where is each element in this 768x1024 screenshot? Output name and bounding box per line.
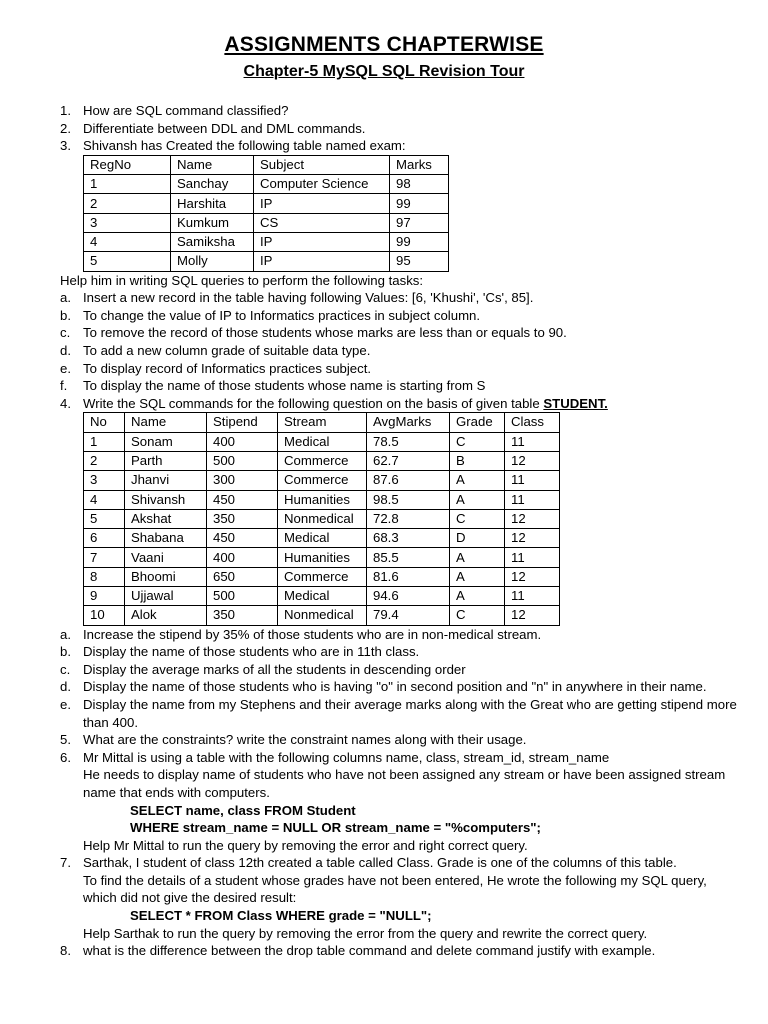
table-cell: C [450, 606, 505, 625]
task-text: Display the name of those students who are in 11th class. [83, 644, 420, 660]
table-cell: 9 [84, 586, 125, 605]
table-cell: 99 [390, 232, 449, 251]
page-title: ASSIGNMENTS CHAPTERWISE [224, 33, 544, 56]
task-text: To remove the record of those students whose marks are less than or equals to 90. [83, 325, 567, 341]
column-header: Name [125, 413, 207, 432]
table-cell: Molly [171, 252, 254, 271]
question-text: How are SQL command classified? [83, 103, 289, 118]
task-item [60, 696, 740, 731]
column-header: Stream [278, 413, 367, 432]
sql-code-line: SELECT name, class FROM Student [130, 802, 356, 818]
task-label: a. [60, 290, 71, 306]
task-item [60, 643, 740, 661]
table-row [84, 471, 560, 490]
question-text: Mr Mittal is using a table with the following columns name, class, stream_id, stream_name [83, 749, 610, 765]
task-item [60, 626, 740, 644]
table-cell: Samiksha [171, 232, 254, 251]
task-label: f. [60, 378, 68, 394]
table-cell: Akshat [125, 509, 207, 528]
table-row [84, 586, 560, 605]
table-cell: A [450, 490, 505, 509]
student-table [83, 412, 560, 625]
table-row [84, 548, 560, 567]
table-cell: 12 [505, 451, 560, 470]
question-text: what is the difference between the drop table command and delete command justify with example. [83, 943, 656, 959]
table-cell: Shivansh [125, 490, 207, 509]
task-label: c. [60, 661, 71, 677]
table-cell: 68.3 [367, 529, 450, 548]
table-row [84, 509, 560, 528]
table-cell: 94.6 [367, 586, 450, 605]
table-cell: 5 [84, 509, 125, 528]
table-cell: 97 [390, 213, 449, 232]
table-cell: Harshita [171, 194, 254, 213]
table-cell: Computer Science [254, 175, 390, 194]
table-cell: 450 [207, 529, 278, 548]
task-item [60, 360, 740, 378]
table-cell: 98 [390, 175, 449, 194]
table-cell: 95 [390, 252, 449, 271]
table-cell: 12 [505, 529, 560, 548]
table-row [84, 606, 560, 625]
column-header: Subject [254, 155, 390, 174]
table-row [84, 194, 449, 213]
question-text: Shivansh has Created the following table named exam: [83, 138, 406, 154]
table-cell: 450 [207, 490, 278, 509]
table-header-row [84, 413, 560, 432]
table-row [84, 432, 560, 451]
table-cell: A [450, 548, 505, 567]
task-text: To add a new column grade of suitable data type. [83, 342, 371, 358]
table-cell: Medical [278, 529, 367, 548]
table-cell: Sanchay [171, 175, 254, 194]
table-cell: 11 [505, 432, 560, 451]
table-cell: 3 [84, 471, 125, 490]
table-cell: 5 [84, 252, 171, 271]
table-row [84, 529, 560, 548]
question-2 [60, 120, 740, 138]
column-header: Marks [390, 155, 449, 174]
question-text: Sarthak, I student of class 12th created a table called Class. Grade is one of the columns of this table. [83, 855, 677, 871]
table-cell: CS [254, 213, 390, 232]
table-cell: 11 [505, 586, 560, 605]
question-3 [60, 137, 740, 155]
table-header-row [84, 155, 449, 174]
task-text: Display the average marks of all the students in descending order [83, 661, 466, 677]
column-header: AvgMarks [367, 413, 450, 432]
table-row [84, 490, 560, 509]
table-cell: 350 [207, 509, 278, 528]
task-text: To change the value of IP to Informatics practices in subject column. [83, 307, 481, 323]
table-cell: Parth [125, 451, 207, 470]
table-cell: 11 [505, 548, 560, 567]
task-item [60, 342, 740, 360]
task-item [60, 307, 740, 325]
table-cell: Humanities [278, 490, 367, 509]
table-cell: 6 [84, 529, 125, 548]
question-8 [60, 942, 740, 960]
table-cell: Sonam [125, 432, 207, 451]
table-cell: 62.7 [367, 451, 450, 470]
table-cell: 500 [207, 586, 278, 605]
task-label: e. [60, 696, 71, 712]
column-header: Stipend [207, 413, 278, 432]
table-cell: 12 [505, 567, 560, 586]
question-detail: He needs to display name of students who have not been assigned any stream or have been assigned stream name that ends with computers. [83, 767, 726, 800]
task-text: Increase the stipend by 35% of those students who are in non-medical stream. [83, 626, 542, 642]
table-cell: 650 [207, 567, 278, 586]
chapter-subtitle: Chapter-5 MySQL SQL Revision Tour [243, 63, 525, 80]
table-cell: 8 [84, 567, 125, 586]
question-text [83, 395, 740, 413]
help-text: Help Mr Mittal to run the query by removing the error and right correct query. [83, 837, 528, 853]
table-cell: 12 [505, 509, 560, 528]
table-cell: Medical [278, 586, 367, 605]
table-row [84, 451, 560, 470]
question-text: Differentiate between DDL and DML commands. [83, 120, 366, 136]
table-cell: A [450, 567, 505, 586]
table-cell: 3 [84, 213, 171, 232]
table-cell: 7 [84, 548, 125, 567]
table-name-label: STUDENT. [543, 395, 608, 411]
column-header: Grade [450, 413, 505, 432]
task-label: a. [60, 626, 71, 642]
table-cell: Medical [278, 432, 367, 451]
table-cell: Vaani [125, 548, 207, 567]
table-cell: 79.4 [367, 606, 450, 625]
question-number: 5. [60, 732, 71, 748]
table-cell: 81.6 [367, 567, 450, 586]
table-cell: 78.5 [367, 432, 450, 451]
task-item [60, 289, 740, 307]
table-cell: Commerce [278, 471, 367, 490]
task-label: b. [60, 644, 71, 660]
task-text: Display the name of those students who is having "o" in second position and "n" in anywhere in their name. [83, 679, 707, 695]
table-cell: 10 [84, 606, 125, 625]
question-7 [60, 854, 740, 872]
table-cell: Alok [125, 606, 207, 625]
question-text: What are the constraints? write the constraint names along with their usage. [83, 732, 527, 748]
table-cell: C [450, 509, 505, 528]
table-cell: 11 [505, 490, 560, 509]
table-cell: 87.6 [367, 471, 450, 490]
question-number: 4. [60, 395, 71, 411]
table-cell: 400 [207, 432, 278, 451]
table-cell: Ujjawal [125, 586, 207, 605]
table-cell: B [450, 451, 505, 470]
table-cell: A [450, 586, 505, 605]
task-item [60, 678, 740, 696]
task-text: To display record of Informatics practices subject. [83, 360, 372, 376]
table-cell: 2 [84, 451, 125, 470]
table-cell: D [450, 529, 505, 548]
task-item [60, 377, 740, 395]
question-number: 1. [60, 103, 71, 118]
table-cell: 2 [84, 194, 171, 213]
table-cell: 99 [390, 194, 449, 213]
question-number: 2. [60, 120, 71, 136]
task-item [60, 661, 740, 679]
task-label: d. [60, 342, 71, 358]
task-text: To display the name of those students whose name is starting from S [83, 378, 486, 394]
table-cell: 350 [207, 606, 278, 625]
table-row [84, 175, 449, 194]
column-header: No [84, 413, 125, 432]
table-cell: 4 [84, 490, 125, 509]
sql-code-line: WHERE stream_name = NULL OR stream_name = "%computers"; [130, 820, 541, 836]
table-cell: Shabana [125, 529, 207, 548]
task-label: c. [60, 325, 71, 341]
question-detail: To find the details of a student whose grades have not been entered, He wrote the following my SQL query, which did not give the desired result: [83, 872, 707, 906]
question-text-main: Write the SQL commands for the following question on the basis of given table [83, 395, 544, 411]
table-cell: Nonmedical [278, 606, 367, 625]
table-cell: 1 [84, 175, 171, 194]
table-cell: IP [254, 252, 390, 271]
table-cell: 98.5 [367, 490, 450, 509]
table-cell: IP [254, 232, 390, 251]
column-header: Class [505, 413, 560, 432]
table-cell: 400 [207, 548, 278, 567]
table-row [84, 232, 449, 251]
task-label: d. [60, 679, 71, 695]
question-number: 8. [60, 943, 71, 959]
table-cell: 1 [84, 432, 125, 451]
table-cell: 4 [84, 232, 171, 251]
help-text: Help Sarthak to run the query by removing the error from the query and rewrite the correct query. [83, 925, 648, 941]
question-number: 3. [60, 138, 71, 154]
table-cell: A [450, 471, 505, 490]
table-cell: 85.5 [367, 548, 450, 567]
question-number: 7. [60, 855, 71, 871]
task-label: b. [60, 307, 71, 323]
sql-code-line: SELECT * FROM Class WHERE grade = "NULL"; [130, 908, 432, 924]
table-cell: Commerce [278, 451, 367, 470]
question-5 [60, 731, 740, 749]
table-cell: 11 [505, 471, 560, 490]
table-cell: 12 [505, 606, 560, 625]
task-item [60, 324, 740, 342]
table-cell: Commerce [278, 567, 367, 586]
table-cell: 500 [207, 451, 278, 470]
table-cell: C [450, 432, 505, 451]
table-row [84, 252, 449, 271]
questions-list [60, 102, 740, 960]
question-6 [60, 749, 740, 767]
table-cell: 72.8 [367, 509, 450, 528]
column-header: RegNo [84, 155, 171, 174]
table-row [84, 567, 560, 586]
table-cell: 300 [207, 471, 278, 490]
task-label: e. [60, 360, 71, 376]
table-cell: Jhanvi [125, 471, 207, 490]
table-cell: Humanities [278, 548, 367, 567]
question-number: 6. [60, 749, 71, 765]
task-text: Display the name from my Stephens and their average marks along with the Great who are getting stipend more than 400. [83, 696, 737, 730]
table-cell: Nonmedical [278, 509, 367, 528]
task-text: Insert a new record in the table having following Values: [6, 'Khushi', 'Cs', 85]. [83, 290, 534, 306]
column-header: Name [171, 155, 254, 174]
help-text: Help him in writing SQL queries to perform the following tasks: [60, 272, 424, 288]
question-1 [60, 102, 740, 120]
table-row [84, 213, 449, 232]
question-4 [60, 395, 740, 413]
table-cell: Bhoomi [125, 567, 207, 586]
exam-table [83, 155, 449, 272]
table-cell: IP [254, 194, 390, 213]
table-cell: Kumkum [171, 213, 254, 232]
